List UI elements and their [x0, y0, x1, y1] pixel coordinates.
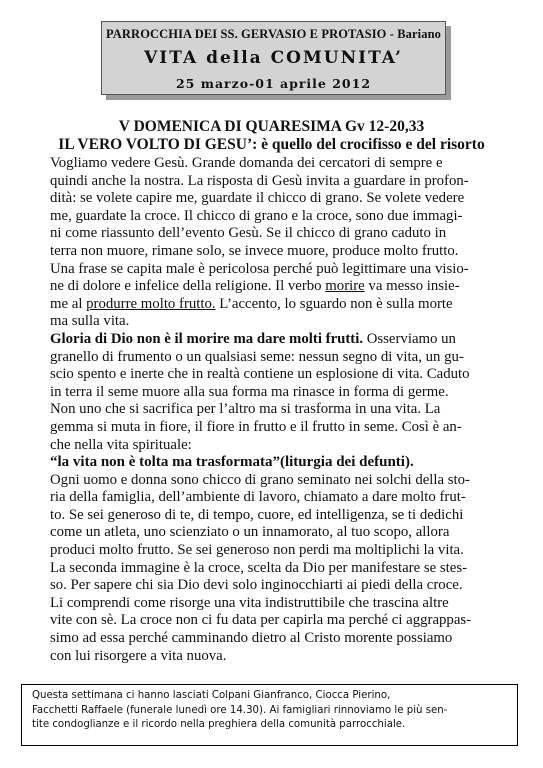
body-line: che nella vita spirituale: [50, 436, 192, 453]
body-line: vite con sè. La croce non ci fu data per capirla ma perché ci aggrappas- [50, 612, 472, 629]
body-line: to. Se sei generoso di te, di tempo, cuore, ed intelligenza, se ti dedichi [50, 506, 464, 523]
body-line: quindi anche la nostra. La risposta di Gesù invita a guardare in profon- [50, 172, 469, 189]
body-line: in terra il seme muore alla sua forma ma rinasce in forma di germe. [50, 383, 449, 400]
body-line: produci molto frutto. Se sei generoso non perdi ma moltiplichi la vita. [50, 542, 464, 559]
body-line: gemma si muta in fiore, il fiore in frutto e il frutto in seme. Così è an- [50, 418, 462, 435]
condolence-notice [21, 684, 518, 746]
newsletter-dates: 25 marzo-01 aprile 2012 [175, 76, 372, 91]
underlined-word: morire [325, 278, 365, 295]
body-line: come un atleta, uno scienziato o un innamorato, al tuo scopo, allora [50, 524, 450, 541]
body-line: Una frase se capita male è pericolosa perché può legittimare una visio- [50, 260, 469, 277]
notice-line: Questa settimana ci hanno lasciati Colpani Gianfranco, Ciocca Pierino, [32, 690, 391, 701]
body-text-run: va messo insie- [364, 278, 460, 295]
parish-name: PARROCCHIA DEI SS. GERVASIO E PROTASIO - Bariano [106, 27, 441, 41]
body-line: Vogliamo vedere Gesù. Grande domanda dei cercatori di sempre e [50, 155, 443, 171]
article-body [50, 155, 490, 665]
body-line [50, 331, 490, 349]
body-line [50, 454, 490, 472]
notice-line: Facchetti Raffaele (funerale lunedì ore 14.30). Ai famigliari rinnoviamo le più sen- [32, 704, 448, 716]
body-line: ni come riassunto dell’evento Gesù. Se il chicco di grano caduto in [50, 225, 447, 242]
body-line: so. Per sapere chi sia Dio devi solo inginocchiarti ai piedi della croce. [50, 577, 463, 594]
body-line: con lui risorgere a vita nuova. [50, 647, 227, 664]
body-text-run: L’accento, lo sguardo non è sulla morte [215, 295, 453, 312]
body-line [50, 278, 490, 296]
body-line: Ogni uomo e donna sono chicco di grano seminato nei solchi della sto- [50, 471, 470, 488]
body-line: dità: se volete capire me, guardate il chicco di grano. Se volete vedere [50, 190, 465, 207]
bold-quote: “la vita non è tolta ma trasformata” [50, 454, 280, 471]
body-line: granello di frumento o un qualsiasi seme: nessun segno di vita, un gu- [50, 348, 464, 365]
body-line: ma sulla vita. [50, 313, 130, 330]
underlined-phrase: produrre molto frutto. [86, 295, 216, 312]
sunday-heading: V DOMENICA DI QUARESIMA Gv 12-20,33 [118, 118, 425, 135]
body-text-run: Osserviamo un [363, 330, 456, 347]
body-line: La seconda immagine è la croce, scelta da Dio per manifestare se stes- [50, 559, 468, 576]
body-line: scio spento e inerte che in realtà contiene un esplosione di vita. Caduto [50, 366, 470, 383]
body-line: me, guardate la croce. Il chicco di grano e la croce, sono due immagi- [50, 207, 463, 224]
bold-phrase: Gloria di Dio non è il morire ma dare molti frutti. [50, 330, 364, 347]
newsletter-header [101, 21, 446, 95]
body-line: Non uno che si sacrifica per l’altro ma si trasforma in una vita. La [50, 401, 441, 418]
quote-source: (liturgia dei defunti). [279, 454, 414, 471]
newsletter-title: VITA della COMUNITA’ [144, 48, 403, 68]
notice-line: tite condoglianze e il ricordo nella preghiera della comunità parrocchiale. [32, 719, 406, 731]
body-text-run: me al [50, 295, 87, 312]
body-text-run: ne di dolore e infelice della religione. Il verbo [50, 278, 326, 295]
body-line: ria della famiglia, dell’ambiente di lavoro, chiamato a dare molto frut- [50, 489, 466, 506]
body-line: simo ad essa perché camminando dietro al Cristo morente possiamo [50, 630, 453, 647]
body-line: Li comprendi come risorge una vita indistruttibile che trascina altre [50, 594, 449, 611]
body-line: terra non muore, rimane solo, se invece muore, produce molto frutto. [50, 242, 459, 259]
body-line [50, 296, 490, 314]
article-subtitle: IL VERO VOLTO DI GESU’: è quello del crocifisso e del risorto [58, 136, 485, 153]
